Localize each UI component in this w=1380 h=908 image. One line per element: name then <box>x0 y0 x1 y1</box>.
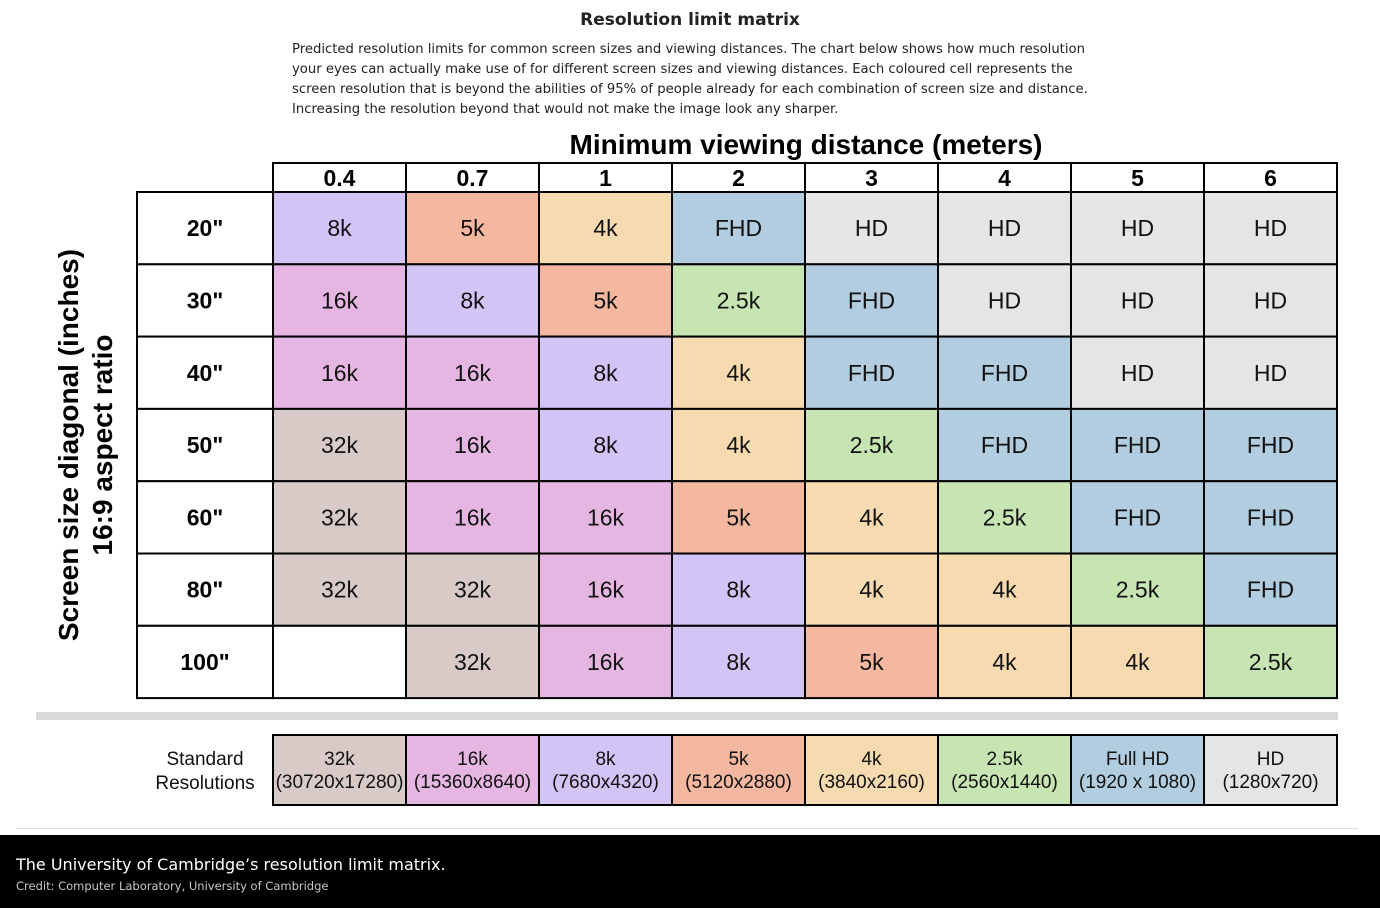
row-header-label: 20" <box>186 215 224 242</box>
column-header-label: 2 <box>732 165 745 191</box>
matrix-cell-label: 4k <box>1125 648 1150 675</box>
caption-divider <box>16 828 1358 829</box>
legend-label: 32k <box>324 749 355 770</box>
matrix-cell-label: HD <box>987 215 1022 242</box>
column-header-label: 5 <box>1131 165 1144 191</box>
matrix-cell-label: 2.5k <box>1115 576 1160 603</box>
legend-label: 4k <box>861 749 882 770</box>
legend-title-line1: Standard <box>166 749 244 770</box>
column-header-label: 1 <box>599 165 612 191</box>
legend-swatch <box>1071 735 1204 805</box>
x-axis-title: Minimum viewing distance (meters) <box>569 129 1043 160</box>
y-axis-title-line2: 16:9 aspect ratio <box>87 334 118 556</box>
caption-bar <box>0 835 1380 908</box>
legend-dimensions: (1920 x 1080) <box>1078 772 1197 793</box>
matrix-cell-label: 4k <box>726 432 751 459</box>
matrix-cell-label: FHD <box>1246 576 1295 603</box>
matrix-cell-label: 2.5k <box>849 432 894 459</box>
row-header-label: 50" <box>186 432 224 459</box>
y-axis-title-line1: Screen size diagonal (inches) <box>53 248 84 642</box>
legend-swatch <box>406 735 539 805</box>
column-header-label: 0.4 <box>323 165 356 191</box>
column-header-label: 0.7 <box>456 165 489 191</box>
matrix-cell-label: 2.5k <box>1248 648 1293 675</box>
chart-description: Predicted resolution limits for common screen sizes and viewing distances. The chart below shows how much resolution your eyes can actually make use of for different screen sizes and viewing distances. Each coloured cell represents the screen resolution that is beyond the abilities of 95% of people already for each combination of screen size and distance. Increasing the resolution beyond that would not make the image look any sharper. <box>292 42 1088 117</box>
legend-label: 16k <box>457 749 488 770</box>
legend-dimensions: (30720x17280) <box>275 772 404 793</box>
matrix-cell-label: HD <box>1253 287 1288 314</box>
matrix-cell-label: 8k <box>726 648 751 675</box>
matrix-cell-label: 8k <box>327 215 352 242</box>
legend-dimensions: (1280x720) <box>1222 772 1319 793</box>
column-header-label: 4 <box>998 165 1011 191</box>
matrix-cell-label: 16k <box>453 504 492 531</box>
matrix-cell-label: 16k <box>453 359 492 386</box>
matrix-cell-label: 4k <box>859 576 884 603</box>
legend-swatch <box>539 735 672 805</box>
row-header-label: 60" <box>186 504 224 531</box>
legend-separator <box>36 712 1338 720</box>
matrix-cell-label: 16k <box>586 576 625 603</box>
matrix-cell-label: HD <box>1120 359 1155 386</box>
legend-dimensions: (2560x1440) <box>951 772 1058 793</box>
matrix-cell-label: 8k <box>593 432 618 459</box>
matrix-cell-label: 5k <box>593 287 618 314</box>
legend-label: HD <box>1256 749 1285 770</box>
legend-label: 8k <box>595 749 616 770</box>
row-header-label: 80" <box>186 576 224 603</box>
page-title: Resolution limit matrix <box>580 10 800 30</box>
matrix-cell-label: 32k <box>320 432 359 459</box>
figure-caption: The University of Cambridge’s resolution limit matrix. <box>16 855 446 874</box>
matrix-cell-label: FHD <box>1113 432 1162 459</box>
matrix-cell-label: 4k <box>859 504 884 531</box>
matrix-cell-label: 8k <box>593 359 618 386</box>
matrix-cell-label: 32k <box>453 576 492 603</box>
legend-title-line2: Resolutions <box>155 773 255 794</box>
matrix-cell-label: 8k <box>460 287 485 314</box>
matrix-cell-label: FHD <box>714 215 763 242</box>
legend-dimensions: (15360x8640) <box>413 772 532 793</box>
matrix-cell-label: 2.5k <box>982 504 1027 531</box>
matrix-cell-label: 32k <box>320 504 359 531</box>
legend-dimensions: (7680x4320) <box>552 772 659 793</box>
matrix-cell-label: 4k <box>726 359 751 386</box>
column-header-label: 6 <box>1264 165 1277 191</box>
matrix-cell-label: HD <box>1120 287 1155 314</box>
matrix-cell-label: 16k <box>586 648 625 675</box>
matrix-cell-label: 5k <box>859 648 884 675</box>
matrix-cell-label: 8k <box>726 576 751 603</box>
matrix-cell-label: 5k <box>460 215 485 242</box>
matrix-cell-label: 4k <box>992 576 1017 603</box>
matrix-cell-label: HD <box>987 287 1022 314</box>
legend-swatch <box>938 735 1071 805</box>
matrix-cell-label: 16k <box>320 287 359 314</box>
legend-dimensions: (5120x2880) <box>685 772 792 793</box>
matrix-cell-label: 16k <box>453 432 492 459</box>
matrix-cell-label: 16k <box>586 504 625 531</box>
legend-label: Full HD <box>1105 749 1170 770</box>
matrix-cell-label: 4k <box>593 215 618 242</box>
matrix-cell-label: FHD <box>847 359 896 386</box>
matrix-cell-label: FHD <box>1246 432 1295 459</box>
legend-swatch <box>273 735 406 805</box>
row-header-label: 30" <box>186 287 224 314</box>
legend-swatch <box>672 735 805 805</box>
matrix-cell-label: HD <box>854 215 889 242</box>
legend-dimensions: (3840x2160) <box>818 772 925 793</box>
legend-swatch <box>1204 735 1337 805</box>
matrix-cell-label: HD <box>1120 215 1155 242</box>
row-header-label: 100" <box>180 648 230 675</box>
matrix-cell-label: 2.5k <box>716 287 761 314</box>
matrix-cell-label: 16k <box>320 359 359 386</box>
matrix-cell-label: HD <box>1253 359 1288 386</box>
matrix-cell-label: FHD <box>847 287 896 314</box>
legend-label: 2.5k <box>986 749 1023 770</box>
matrix-cell-label: FHD <box>1246 504 1295 531</box>
matrix-cell <box>273 626 406 698</box>
legend-label: 5k <box>728 749 749 770</box>
matrix-cell-label: 32k <box>453 648 492 675</box>
matrix-cell-label: 5k <box>726 504 751 531</box>
matrix-cell-label: FHD <box>1113 504 1162 531</box>
matrix-cell-label: HD <box>1253 215 1288 242</box>
figure-credit: Credit: Computer Laboratory, University of Cambridge <box>16 879 329 893</box>
matrix-cell-label: FHD <box>980 359 1029 386</box>
row-header-label: 40" <box>186 359 224 386</box>
matrix-cell-label: 4k <box>992 648 1017 675</box>
matrix-cell-label: 32k <box>320 576 359 603</box>
legend-swatch <box>805 735 938 805</box>
matrix-cell-label: FHD <box>980 432 1029 459</box>
column-header-label: 3 <box>865 165 878 191</box>
